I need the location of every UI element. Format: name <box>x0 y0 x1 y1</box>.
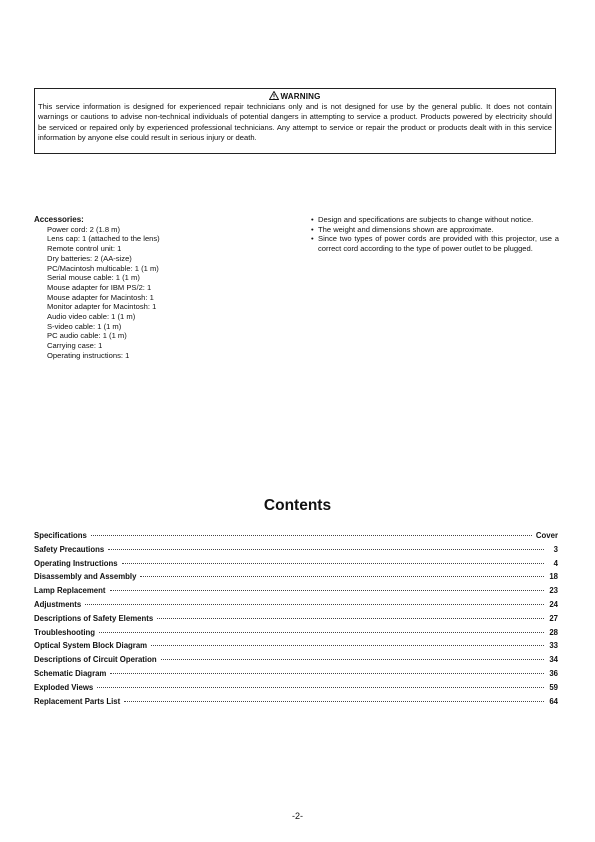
toc-entry-page: 23 <box>549 586 558 596</box>
toc-entry-label: Lamp Replacement <box>34 586 106 596</box>
toc-entry <box>34 572 558 586</box>
accessories-title: Accessories: <box>34 215 84 224</box>
accessory-item: Monitor adapter for Macintosh: 1 <box>47 302 157 312</box>
toc-entry-page: 4 <box>553 558 558 568</box>
toc-entry-label: Replacement Parts List <box>34 696 121 706</box>
toc-entry <box>34 559 558 573</box>
accessory-item: PC audio cable: 1 (1 m) <box>47 331 127 341</box>
bullet-icon: • <box>311 234 314 244</box>
toc-dot-leader <box>140 576 544 577</box>
toc-entry-page: 24 <box>549 599 558 609</box>
toc-entry-label: Specifications <box>34 531 87 540</box>
toc-entry-page: 33 <box>549 641 558 651</box>
toc-entry-page: 64 <box>549 696 558 706</box>
accessory-item: Operating instructions: 1 <box>47 350 130 360</box>
warning-title: WARNING <box>280 92 321 101</box>
toc-dot-leader <box>122 563 544 564</box>
toc-entry <box>34 614 558 628</box>
accessory-item: PC/Macintosh multicable: 1 (1 m) <box>47 263 159 273</box>
toc-entry <box>34 697 558 711</box>
toc-entry-page: 3 <box>553 544 558 554</box>
toc-entry <box>34 600 558 614</box>
accessory-item: Carrying case: 1 <box>47 341 103 351</box>
accessory-item: Mouse adapter for IBM PS/2: 1 <box>47 282 152 292</box>
page-number: -2- <box>292 811 303 821</box>
toc-entry-page: 36 <box>549 668 558 678</box>
warning-text: This service information is designed for experienced repair technicians only and is not designed for use by the general public. It does not contain warnings or cautions to advise non-technical individuals of potential dangers in attempting to service a product. Products powered by electricity should be serviced or repaired only by experienced professional technicians. Any attempt to service or repair the product or products dealt with in this service information by anyone else could result in serious injury or death. <box>38 102 552 143</box>
toc-entry-label: Adjustments <box>34 599 82 609</box>
accessory-item: Mouse adapter for Macintosh: 1 <box>47 292 154 302</box>
toc-entry <box>34 641 558 655</box>
toc-dot-leader <box>85 604 544 605</box>
toc-entry-page: 28 <box>549 627 558 637</box>
toc-entry-page: Cover <box>535 531 558 540</box>
toc-entry-label: Schematic Diagram <box>34 668 107 678</box>
warning-heading <box>38 91 552 102</box>
warning-triangle-icon <box>269 91 279 100</box>
note-item <box>311 234 559 253</box>
toc-entry-label: Exploded Views <box>34 682 94 692</box>
accessories-section <box>34 215 284 361</box>
toc-entry-label: Operating Instructions <box>34 558 118 568</box>
accessory-item: Audio video cable: 1 (1 m) <box>47 312 136 322</box>
toc-entry-label: Troubleshooting <box>34 627 96 637</box>
toc-entry <box>34 586 558 600</box>
toc-entry-label: Optical System Block Diagram <box>34 641 148 651</box>
contents-title: Contents <box>263 497 332 514</box>
accessory-item: Dry batteries: 2 (AA-size) <box>47 253 132 263</box>
toc-entry <box>34 669 558 683</box>
toc-dot-leader <box>110 590 545 591</box>
toc-entry-page: 27 <box>549 613 558 623</box>
warning-box <box>34 88 556 154</box>
toc-entry <box>34 531 558 545</box>
toc-entry <box>34 628 558 642</box>
note-item <box>311 215 559 225</box>
toc-entry-page: 34 <box>549 655 558 665</box>
accessory-item: Remote control unit: 1 <box>47 244 122 254</box>
note-item <box>311 225 559 235</box>
toc-dot-leader <box>124 701 544 702</box>
accessory-item: Lens cap: 1 (attached to the lens) <box>47 234 160 244</box>
accessory-item: S-video cable: 1 (1 m) <box>47 321 122 331</box>
bullet-icon: • <box>311 224 314 234</box>
accessory-item: Serial mouse cable: 1 (1 m) <box>47 273 140 283</box>
toc-dot-leader <box>151 645 544 646</box>
toc-entry-label: Safety Precautions <box>34 544 105 554</box>
toc-entry-label: Disassembly and Assembly <box>34 572 137 582</box>
toc-entry <box>34 683 558 697</box>
toc-dot-leader <box>91 535 532 536</box>
toc-entry-page: 59 <box>549 682 558 692</box>
toc-entry-label: Descriptions of Circuit Operation <box>34 655 157 665</box>
toc-dot-leader <box>161 659 544 660</box>
toc-entry-label: Descriptions of Safety Elements <box>34 613 154 623</box>
toc-dot-leader <box>97 687 544 688</box>
note-text: Since two types of power cords are provided with this projector, use a correct cord according to the type of power outlet to be plugged. <box>318 234 559 254</box>
notes-list <box>311 215 559 254</box>
toc-dot-leader <box>108 549 544 550</box>
bullet-icon: • <box>311 215 314 224</box>
toc-dot-leader <box>99 632 544 633</box>
toc-entry <box>34 655 558 669</box>
toc-dot-leader <box>110 673 544 674</box>
accessory-item: Power cord: 2 (1.8 m) <box>47 224 121 234</box>
notes-section <box>311 215 559 254</box>
note-text: The weight and dimensions shown are approximate. <box>318 224 494 234</box>
note-text: Design and specifications are subjects to change without notice. <box>318 215 534 224</box>
toc-dot-leader <box>157 618 544 619</box>
toc-entry <box>34 545 558 559</box>
table-of-contents <box>34 531 558 710</box>
toc-entry-page: 18 <box>549 572 558 582</box>
accessories-list <box>34 225 284 361</box>
